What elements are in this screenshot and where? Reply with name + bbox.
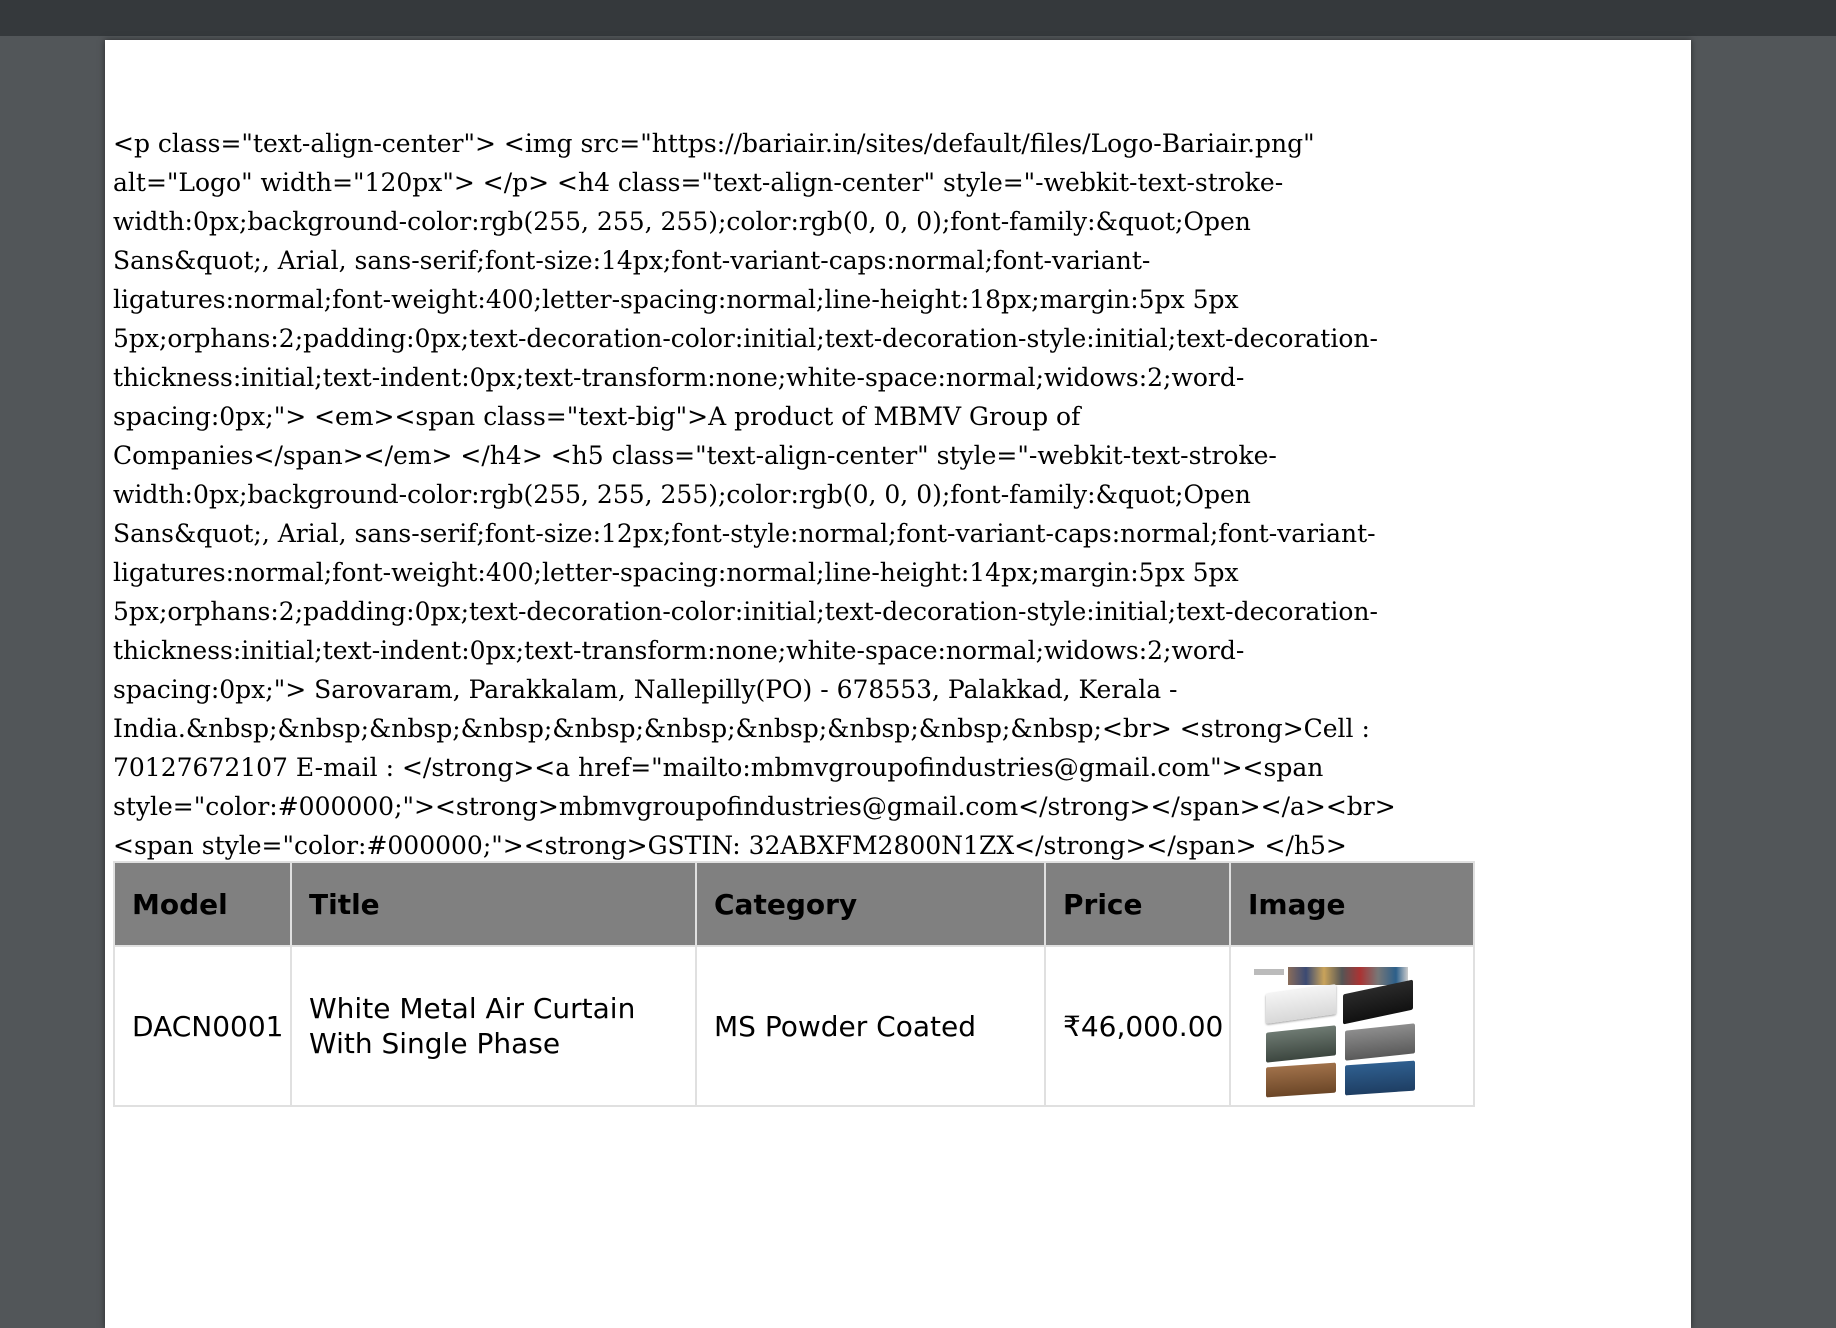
raw-line: <p class="text-align-center"> <img src="https://bariair.in/sites/default/files/Logo-Bariair.png" xyxy=(113,129,1315,158)
table-row xyxy=(114,946,1474,1106)
raw-line: ligatures:normal;font-weight:400;letter-spacing:normal;line-height:18px;margin:5px 5px xyxy=(113,285,1239,314)
raw-line: alt="Logo" width="120px"> </p> <h4 class="text-align-center" style="-webkit-text-stroke- xyxy=(113,168,1284,197)
raw-line: 5px;orphans:2;padding:0px;text-decoration-color:initial;text-decoration-style:initial;text-decoration- xyxy=(113,324,1378,353)
raw-line: Sans&quot;, Arial, sans-serif;font-size:14px;font-variant-caps:normal;font-variant- xyxy=(113,246,1151,275)
column-header-title: Title xyxy=(291,862,696,946)
title-line: White Metal Air Curtain xyxy=(309,992,636,1025)
column-header-image: Image xyxy=(1230,862,1474,946)
cell-image xyxy=(1230,946,1474,1106)
cell-price: ₹46,000.00 xyxy=(1045,946,1230,1106)
raw-line: width:0px;background-color:rgb(255, 255, 255);color:rgb(0, 0, 0);font-family:&quot;Open xyxy=(113,207,1251,236)
raw-line: spacing:0px;"> <em><span class="text-big">A product of MBMV Group of xyxy=(113,402,1081,431)
raw-line: Companies</span></em> </h4> <h5 class="text-align-center" style="-webkit-text-stroke- xyxy=(113,441,1277,470)
column-header-price: Price xyxy=(1045,862,1230,946)
column-header-category: Category xyxy=(696,862,1045,946)
raw-line: 70127672107 E-mail : </strong><a href="mailto:mbmvgroupofindustries@gmail.com"><span xyxy=(113,753,1324,782)
column-header-model: Model xyxy=(114,862,291,946)
raw-line: width:0px;background-color:rgb(255, 255, 255);color:rgb(0, 0, 0);font-family:&quot;Open xyxy=(113,480,1251,509)
air-curtain-product-thumbnail-icon xyxy=(1248,961,1418,1091)
product-table xyxy=(113,861,1475,1107)
table-header-row xyxy=(114,862,1474,946)
title-line: With Single Phase xyxy=(309,1027,561,1060)
cell-title xyxy=(291,946,696,1106)
raw-line: thickness:initial;text-indent:0px;text-transform:none;white-space:normal;widows:2;word- xyxy=(113,363,1245,392)
cell-model: DACN0001 xyxy=(114,946,291,1106)
raw-html-text xyxy=(113,124,1493,865)
raw-line: India.&nbsp;&nbsp;&nbsp;&nbsp;&nbsp;&nbsp;&nbsp;&nbsp;&nbsp;&nbsp;<br> <strong>Cell : xyxy=(113,714,1370,743)
raw-line: ligatures:normal;font-weight:400;letter-spacing:normal;line-height:14px;margin:5px 5px xyxy=(113,558,1239,587)
raw-line: thickness:initial;text-indent:0px;text-transform:none;white-space:normal;widows:2;word- xyxy=(113,636,1245,665)
raw-line: 5px;orphans:2;padding:0px;text-decoration-color:initial;text-decoration-style:initial;text-decoration- xyxy=(113,597,1378,626)
cell-category: MS Powder Coated xyxy=(696,946,1045,1106)
raw-line: Sans&quot;, Arial, sans-serif;font-size:12px;font-style:normal;font-variant-caps:normal;font-variant- xyxy=(113,519,1376,548)
raw-line: spacing:0px;"> Sarovaram, Parakkalam, Nallepilly(PO) - 678553, Palakkad, Kerala - xyxy=(113,675,1178,704)
viewer-toolbar xyxy=(0,0,1836,36)
raw-line: <span style="color:#000000;"><strong>GSTIN: 32ABXFM2800N1ZX</strong></span> </h5> xyxy=(113,831,1347,860)
raw-line: style="color:#000000;"><strong>mbmvgroupofindustries@gmail.com</strong></span></a><br> xyxy=(113,792,1396,821)
